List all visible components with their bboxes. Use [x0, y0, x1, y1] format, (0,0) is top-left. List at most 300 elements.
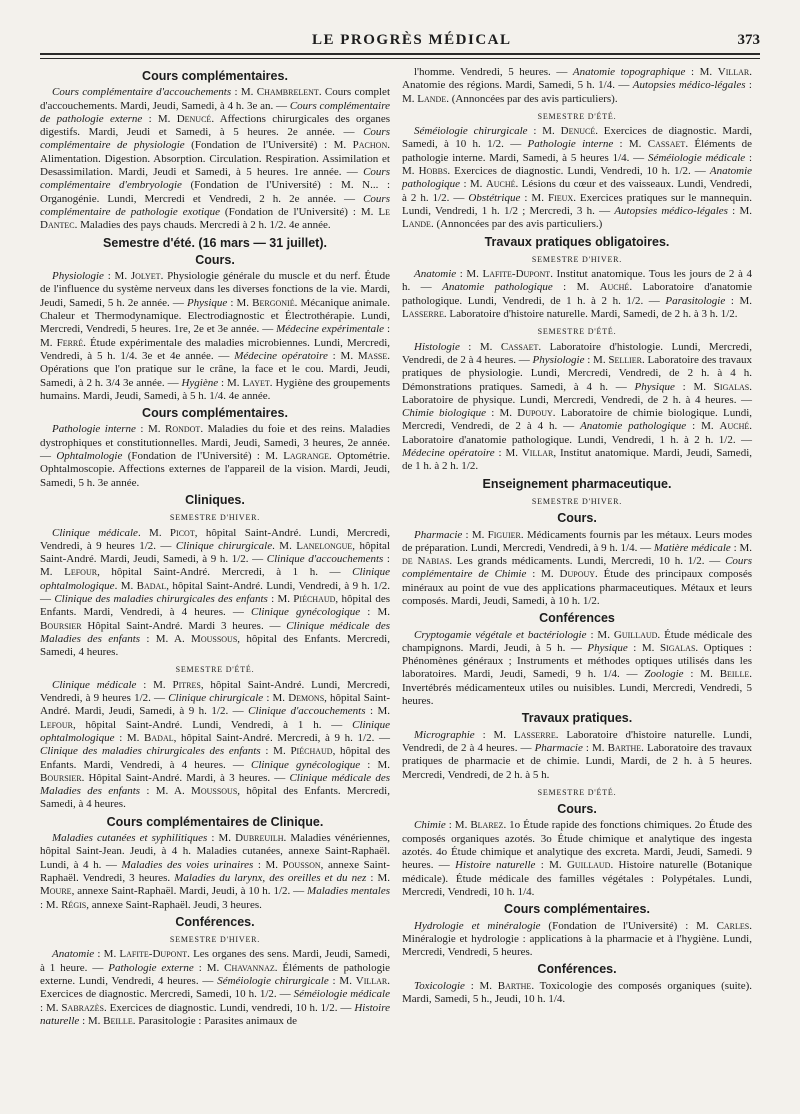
- course-paragraph: [40, 679, 390, 812]
- section-heading: Cliniques.: [185, 492, 245, 507]
- course-text: Hôpital Saint-André. Mardi 3 heures. —: [81, 619, 287, 632]
- professor-name: Figuier: [487, 528, 521, 541]
- course-text: : M. A.: [140, 785, 192, 798]
- course-text: (Fondation de l'Université) : M.: [219, 205, 379, 218]
- course-text: : M.: [674, 380, 714, 393]
- course-text: : M.: [683, 668, 720, 681]
- course-text: : M.: [686, 420, 720, 433]
- professor-name: Auché: [599, 281, 630, 294]
- course-text: : M.: [494, 447, 522, 460]
- course-title: Clinique gynécologique: [250, 606, 361, 619]
- professor-name: Boursier: [40, 771, 82, 784]
- course-text: : M.: [730, 541, 752, 554]
- course-text: . M.: [272, 539, 297, 552]
- course-text: , hôpital Saint-André. Lundi, Vendredi, à 1 h. —: [72, 718, 353, 731]
- course-title: Maladies des voies urinaires: [121, 858, 254, 871]
- professor-name: Régis: [61, 898, 87, 911]
- course-text: . Opérations que l'on pratique sur le crâne, la face et le cou. Mardi, Jeudi, Samedi, à 2 h. 3/4 3e année. —: [40, 349, 390, 389]
- course-text: : M.: [366, 871, 390, 884]
- course-title: Clinique ophtalmologique: [40, 566, 391, 592]
- course-text: : M.: [94, 948, 120, 961]
- course-title: Chimie biologique: [402, 407, 487, 420]
- professor-name: Chambrelent: [256, 86, 319, 99]
- course-text: : M.: [360, 606, 390, 619]
- course-title: Clinique gynécologique: [250, 758, 361, 771]
- professor-name: Lasserre: [402, 308, 444, 321]
- professor-name: Pachon: [352, 139, 388, 152]
- course-text: . Alimentation. Digestion. Absorption. Circulation. Respiration. Assimilation et Desassimilation. Mardi, Jeudi et Samedi, à 5 heures. 1re année. —: [40, 139, 390, 179]
- course-title: Pathologie interne: [52, 423, 136, 436]
- professor-name: Demons: [288, 692, 325, 705]
- course-text: : M.: [584, 353, 609, 366]
- course-text: . Optométrie. Ophtalmoscopie. Affections externes de l'appareil de la vision. Mardi, Jeudi, Samedi, 5 h. 3e année.: [40, 450, 390, 489]
- course-text: . Laboratoire des travaux pratiques de pharmacie et de chimie. Lundi, Mardi, de 2 h. à 5 heures. Mercredi, Vendredi, de 2 h. à 5 h.: [402, 741, 753, 781]
- course-text: (Fondation de l'Université) : M. N... : Organogénie. Lundi, Mercredi et Vendredi, 2 h. 2e année. —: [40, 179, 390, 205]
- course-title: Clinique médicale des Maladies des enfants: [40, 771, 390, 798]
- course-text: . Les grands médicaments. Lundi, Mercredi, 10 h. 1/2. —: [449, 555, 726, 568]
- course-text: , hôpital des Enfants. Mardi, Vendredi, à 4 heures. —: [40, 592, 390, 619]
- course-title: Anatomie: [52, 948, 95, 961]
- professor-name: Piéchaud: [293, 592, 336, 605]
- course-paragraph: [402, 341, 752, 474]
- course-title: Anatomie pathologique: [402, 165, 753, 191]
- professor-name: Sigalas: [713, 380, 750, 393]
- course-paragraph: [402, 729, 752, 782]
- course-title: Cryptogamie végétale et bactériologie: [414, 628, 587, 641]
- course-text: , hôpital Saint-André. Mercredi, à 9 h. 1/2. —: [173, 731, 390, 744]
- running-title: LE PROGRÈS MÉDICAL: [312, 32, 512, 48]
- course-title: Physique: [587, 641, 628, 654]
- course-text: : M.: [40, 1001, 62, 1014]
- professor-name: Guillaud: [613, 628, 658, 641]
- course-title: Anatomie pathologique: [442, 281, 553, 294]
- course-title: Pathologie externe: [108, 961, 194, 974]
- header-rule-thin: [40, 58, 760, 59]
- course-text: : M.: [103, 270, 131, 283]
- professor-name: Beille: [719, 668, 750, 681]
- course-text: . Étude médicale des champignons. Mardi, Jeudi, à 5 h. —: [402, 628, 752, 654]
- professor-name: Cassaet: [647, 138, 686, 151]
- course-text: : M.: [327, 349, 358, 362]
- professor-name: Dupouy: [559, 568, 596, 581]
- course-title: Clinique d'accouchements: [248, 705, 366, 718]
- course-paragraph: [402, 980, 752, 1007]
- course-text: (Fondation de l'Université) : M.: [540, 919, 717, 932]
- course-text: . Exercices pratiques sur le mannequin. Lundi, Vendredi, 1 h. 1/2 ; Mercredi, 3 h. —: [402, 191, 752, 217]
- professor-name: Fieux: [547, 191, 574, 204]
- course-text: , hôpital des Enfants. Mercredi, Samedi, 4 heures.: [40, 632, 390, 659]
- course-paragraph: [402, 268, 752, 321]
- course-text: . M.: [137, 526, 170, 539]
- course-text: : M.: [727, 204, 752, 217]
- course-text: : M.: [253, 858, 283, 871]
- course-text: : M.: [40, 898, 62, 911]
- course-text: . Laboratoire d'histoire naturelle. Lundi, Vendredi, de 2 à 4 heures. —: [402, 728, 752, 754]
- course-text: : M.: [535, 859, 567, 872]
- course-title: Autopsies médico-légales: [614, 204, 728, 217]
- semester-subheading: SEMESTRE D'HIVER.: [169, 513, 261, 523]
- professor-name: Moure: [40, 885, 72, 898]
- course-paragraph: [40, 86, 390, 232]
- course-text: : M.: [460, 178, 486, 191]
- professor-name: de Nabias: [402, 555, 450, 568]
- professor-name: Boursier: [40, 619, 82, 632]
- course-text: . Maladies du foie et des reins. Maladies dystrophiques et constitutionnelles. Mardi, Jeudi, Samedi, 3 heures, 2e année. —: [40, 423, 390, 463]
- course-text: : M.: [260, 745, 291, 758]
- course-text: . (Annoncées par des avis particuliers.): [430, 218, 603, 231]
- course-text: . Cours complet d'accouchements. Mardi, Jeudi, Samedi, à 4 h. 3e an. —: [40, 86, 390, 112]
- course-title: Histoire naturelle: [455, 859, 536, 872]
- course-text: l'homme. Vendredi, 5 heures. —: [414, 66, 573, 78]
- professor-name: Carles: [716, 919, 750, 932]
- course-text: , hôpital Saint-André. Lundi, Mercredi, Vendredi, à 9 heures 1/2. —: [40, 678, 391, 705]
- professor-name: Guillaud: [566, 859, 611, 872]
- course-title: Chimie: [414, 819, 446, 832]
- course-text: : M.: [552, 281, 600, 294]
- course-text: : M.: [474, 728, 514, 741]
- section-heading: Semestre d'été. (16 mars — 31 juillet).: [103, 235, 327, 250]
- professor-name: Lagrange: [283, 450, 330, 463]
- course-text: . Exercices de diagnostic. Lundi, vendredi, 10 h. 1/2. —: [104, 1001, 355, 1014]
- course-text: . Exercices de diagnostic. Lundi, Vendredi, 10 h. 1/2. —: [447, 165, 710, 178]
- semester-subheading: SEMESTRE D'HIVER.: [531, 496, 623, 506]
- course-paragraph: [40, 270, 390, 403]
- course-title: Cours complémentaire d'embryologie: [40, 166, 390, 192]
- page-number: 373: [737, 32, 760, 48]
- semester-subheading: SEMESTRE D'HIVER.: [169, 935, 261, 945]
- section-heading: Travaux pratiques obligatoires.: [484, 234, 670, 249]
- professor-name: Villar: [521, 447, 554, 460]
- course-text: . Laboratoire de physique. Lundi, Mercredi, Vendredi, de 2 h. à 4 heures. —: [402, 380, 752, 406]
- course-text: . Éléments de pathologie externe. Lundi, Vendredi, 4 heures. —: [40, 961, 391, 987]
- course-text: : M.: [135, 423, 165, 436]
- course-title: Clinique médicale: [52, 526, 138, 539]
- course-text: . Laboratoire d'anatomie pathologique. Lundi, Vendredi, 1 h. à 2 h. 1/2. —: [402, 420, 752, 446]
- course-title: Zoologie: [644, 668, 684, 681]
- section-heading: Conférences.: [537, 962, 617, 977]
- course-text: : M.: [402, 79, 752, 105]
- course-text: : M.: [328, 975, 356, 987]
- professor-name: Picot: [169, 526, 195, 539]
- course-text: , hôpital des Enfants. Mercredi, Samedi, à 4 heures.: [40, 785, 390, 811]
- course-text: , hôpital Saint-André. Lundi, Mercredi, Vendredi, à 9 heures 1/2. —: [40, 526, 391, 552]
- professor-name: Denucé: [560, 125, 596, 138]
- course-title: Hydrologie et minéralogie: [414, 919, 541, 932]
- page-header: [0, 0, 800, 60]
- professor-name: Cassaet: [500, 340, 539, 353]
- professor-name: Barthe: [497, 979, 532, 992]
- professor-name: Lefour: [64, 566, 98, 579]
- course-text: . (Annoncées par des avis particuliers).: [446, 92, 618, 105]
- course-text: : M.: [613, 138, 648, 151]
- course-paragraph: [40, 527, 390, 660]
- course-title: Séméiologie chirurgicale: [414, 125, 528, 138]
- course-text: : M.: [40, 323, 390, 349]
- course-text: . Hôpital Saint-André. Mardi, à 3 heures. —: [81, 771, 290, 784]
- professor-name: Auché: [485, 178, 516, 191]
- course-text: . Laboratoire d'histologie. Lundi, Mercredi, Vendredi, de 2 à 4 heures. —: [402, 340, 752, 366]
- course-text: . Parasitologie : Parasites animaux de: [132, 1014, 298, 1027]
- course-text: . M.: [114, 579, 137, 592]
- professor-name: Beille: [103, 1014, 133, 1027]
- section-heading: Cours.: [557, 511, 597, 526]
- professor-name: Hobbs: [418, 165, 448, 178]
- course-title: Médecine opératoire: [234, 349, 328, 362]
- course-text: . Toxicologie des composés organiques (suite). Mardi, Samedi, 5 h., Jeudi, 10 h. 1/4.: [402, 979, 752, 1005]
- professor-name: Jolyet: [130, 270, 161, 283]
- course-title: Matière médicale: [653, 541, 731, 554]
- course-text: : M.: [263, 692, 289, 705]
- professor-name: Pitres: [172, 678, 201, 691]
- professor-name: Lanelongue: [296, 539, 353, 552]
- section-heading: Cours complémentaires.: [504, 902, 650, 917]
- course-title: Clinique des maladies chirurgicales des enfants: [40, 745, 261, 758]
- course-title: Cours complémentaire de Chimie: [402, 555, 752, 581]
- course-text: : M.: [527, 125, 561, 138]
- course-title: Pharmacie: [414, 528, 463, 541]
- course-title: Toxicologie: [414, 979, 465, 992]
- professor-name: Lefour: [40, 718, 73, 731]
- course-title: Pharmacie: [534, 741, 583, 754]
- course-title: Cours complémentaire de physiologie: [40, 126, 390, 152]
- course-text: : M.: [218, 376, 243, 389]
- course-title: Clinique chirurgicale: [175, 539, 273, 552]
- professor-name: Sigalas: [659, 641, 696, 654]
- section-heading: Cours complémentaires de Clinique.: [106, 814, 324, 829]
- professor-name: Moussous: [191, 632, 238, 645]
- course-text: : M.: [445, 819, 471, 832]
- course-text: : M.: [627, 641, 660, 654]
- course-text: . Laboratoire d'histoire naturelle. Mardi, Samedi, de 2 h. à 3 h. 1/2.: [443, 308, 738, 321]
- section-heading: Cours.: [557, 802, 597, 817]
- course-title: Séméiologie médicale: [293, 988, 390, 1001]
- professor-name: Le Dantec: [40, 205, 390, 232]
- professor-name: Pousson: [282, 858, 321, 871]
- course-title: Clinique chirurgicale: [168, 692, 264, 705]
- course-title: Maladies mentales: [307, 885, 390, 898]
- section-heading: Cours complémentaires.: [142, 69, 288, 83]
- course-title: Clinique médicale des Maladies des enfants: [40, 619, 390, 645]
- course-text: . Minéralogie et hydrologie : applications à la pharmacie et à l'hygiène. Lundi, Mercredi, Vendredi, 5 heures.: [402, 919, 752, 959]
- course-text: . Éléments de pathologie interne. Mardi, Samedi, à 5 heures 1/4. —: [402, 138, 752, 164]
- course-text: , hôpital des Enfants. Mardi, Vendredi, à 4 heures. —: [40, 745, 390, 771]
- professor-name: Rondot: [164, 423, 201, 436]
- professor-name: Sellier: [608, 353, 643, 366]
- professor-name: Dubreuilh: [235, 832, 284, 845]
- course-title: Ophtalmologie: [56, 450, 123, 463]
- course-text: : M.: [207, 832, 236, 845]
- course-paragraph: [40, 423, 390, 489]
- course-paragraph: [402, 125, 752, 231]
- course-text: . Mécanique animale. Chaleur et Thermodynamique. Electrodiagnostic et Électrothérapie. Lundi, Mercredi, Vendredi, 5 heures. 1re, 2e et 3e année. —: [40, 296, 390, 336]
- course-title: Séméiologie médicale: [647, 151, 746, 164]
- course-text: : M.: [402, 151, 752, 178]
- professor-name: Chavannaz: [224, 961, 275, 974]
- course-text: , annexe Saint-Raphaël. Mardi, Jeudi, à 10 h. 1/2. —: [71, 885, 308, 898]
- course-title: Autopsies médico-légales: [632, 79, 746, 92]
- course-text: . Exercices de diagnostic. Mercredi, Samedi, 10 h. 1/2. —: [40, 975, 391, 1001]
- course-title: Histologie: [414, 340, 460, 353]
- professor-name: Lafite-Dupont: [119, 948, 188, 961]
- course-title: Physique: [186, 296, 228, 309]
- course-text: : M.: [231, 86, 257, 99]
- course-paragraph: [40, 832, 390, 912]
- course-title: Séméiologie chirurgicale: [217, 975, 329, 987]
- course-text: . Anatomie des régions. Mardi, Samedi, 5 h. 1/4. —: [402, 66, 752, 92]
- professor-name: Moussous: [191, 785, 238, 798]
- header-rule: [40, 53, 760, 55]
- course-text: , hôpital Saint-André. Mercredi, à 1 h. —: [97, 566, 353, 579]
- course-text: . Laboratoire de chimie biologique. Lundi, Mercredi, Vendredi, de 2 à 4 h. —: [402, 407, 753, 433]
- course-text: , annexe Saint-Raphaël. Vendredi, 3 heures.: [40, 858, 390, 884]
- course-text: . Exercices de diagnostic. Mardi, Samedi, à 10 h. 1/2. —: [402, 125, 753, 151]
- section-heading: Enseignement pharmaceutique.: [482, 476, 672, 491]
- professor-name: Lande: [417, 92, 447, 105]
- course-title: Cours complémentaire d'accouchements: [52, 86, 232, 99]
- course-text: . Hygiène des groupements humains. Mardi, Jeudi, Samedi, à 5 h. 1/4. 4e année.: [40, 376, 391, 402]
- course-title: Micrographie: [414, 728, 475, 741]
- professor-name: Barthe: [607, 741, 642, 754]
- course-title: Physiologie: [532, 353, 585, 366]
- course-text: : M.: [462, 528, 488, 541]
- course-title: Clinique des maladies chirurgicales des enfants: [54, 592, 268, 605]
- professor-name: Lasserre: [513, 728, 556, 741]
- course-text: , hôpital Saint-André. Mardi, Jeudi, Samedi, à 9 h. 1/2. —: [40, 539, 390, 566]
- professor-name: Masse: [357, 349, 388, 362]
- course-title: Physique: [634, 380, 675, 393]
- professor-name: Bergonié: [252, 296, 295, 309]
- course-text: . Médicaments fournis par les métaux. Leurs modes de préparation. Lundi, Mercredi, Vendredi, à 9 h. 1/4. —: [402, 528, 752, 554]
- section-heading: Cours complémentaires.: [142, 406, 288, 421]
- course-text: : M.: [464, 979, 498, 992]
- professor-name: Villar: [717, 66, 750, 78]
- professor-name: Villar: [355, 975, 388, 987]
- course-title: Médecine expérimentale: [276, 323, 385, 336]
- semester-subheading: SEMESTRE D'ÉTÉ.: [537, 327, 617, 337]
- section-heading: Conférences: [539, 611, 615, 626]
- professor-name: Piéchaud: [290, 745, 333, 758]
- course-title: Anatomie: [414, 268, 457, 281]
- semester-subheading: SEMESTRE D'ÉTÉ.: [175, 665, 255, 675]
- professor-name: Sabrazès: [61, 1001, 104, 1014]
- course-title: Maladies cutanées et syphilitiques: [52, 832, 208, 845]
- course-text: . 1o Étude rapide des fonctions chimiques. 2o Étude des composés organiques azotés. 3o Étude chimique et analytique des ingesta azotés. 4o Étude chimique et analytique des excreta. Mardi, Jeudi, Samedi. 9 heures. —: [402, 819, 753, 872]
- semester-subheading: SEMESTRE D'ÉTÉ.: [537, 111, 617, 121]
- course-paragraph: [402, 819, 752, 899]
- course-text: , hôpital Saint-André. Mardi, Jeudi, Samedi, à 9 h. 1/2. —: [40, 692, 391, 718]
- course-text: : M.: [685, 66, 718, 78]
- course-text: . Étude expérimentale des maladies microbiennes. Lundi, Mercredi, Vendredi, à 5 h. 1/4. 3e et 4e année. —: [40, 336, 391, 362]
- professor-name: Ferré: [56, 336, 84, 349]
- course-text: : M.: [227, 296, 253, 309]
- professor-name: Dupouy: [517, 407, 553, 420]
- course-text: : M.: [486, 407, 518, 420]
- course-text: : M.: [365, 705, 390, 718]
- course-text: : M.: [193, 961, 225, 974]
- course-text: . Maladies des pays chauds. Mercredi à 2 h. 1/2. 4e année.: [74, 219, 331, 232]
- course-text: , Institut anatomique. Mardi, Jeudi, Samedi, de 1 h. à 2 h. 1/2.: [402, 447, 752, 473]
- course-text: : M.: [360, 758, 390, 771]
- course-title: Clinique médicale: [52, 678, 137, 691]
- course-text: : M.: [459, 340, 501, 353]
- course-paragraph: [40, 948, 390, 1028]
- course-text: : M.: [136, 678, 173, 691]
- semester-subheading: SEMESTRE D'ÉTÉ.: [537, 787, 617, 797]
- professor-name: Denucé: [176, 112, 212, 125]
- course-text: . Optiques : Phénomènes généraux ; Instruments et méthodes optiques utilisés dans les laboratoires. Mardi, Jeudi, Samedi, 9 h. 1/4. —: [402, 641, 752, 681]
- course-text: . Histoire naturelle (Botanique médicale). Étude médicale des familles végétales : Polypétales. Lundi, Mercredi, Vendredi, 10 h. 1/4.: [402, 859, 752, 898]
- course-title: Clinique ophtalmologique: [40, 718, 390, 744]
- course-title: Pathologie interne: [527, 138, 614, 151]
- professor-name: Badal: [136, 579, 167, 592]
- course-text: : M.: [114, 731, 145, 744]
- course-text: , annexe Saint-Raphaël. Jeudi, 3 heures.: [86, 898, 262, 911]
- course-text: (Fondation de l'Université) : M.: [184, 139, 353, 152]
- semester-subheading: SEMESTRE D'HIVER.: [531, 254, 623, 264]
- course-title: Hygiène: [181, 376, 219, 389]
- course-text: : M.: [40, 553, 390, 579]
- course-title: Cours complémentaire de pathologie externe: [40, 99, 390, 125]
- professor-name: Lande: [402, 218, 431, 231]
- course-text: . Maladies vénériennes, hôpital Saint-Jean. Jeudi, à 4 h. Maladies cutanées, annexe Saint-Raphaël. Lundi, à 4 h. —: [40, 832, 391, 871]
- course-paragraph: [402, 529, 752, 609]
- course-title: Anatomie pathologique: [580, 420, 687, 433]
- course-text: : M.: [79, 1014, 104, 1027]
- course-title: Anatomie topographique: [572, 66, 686, 78]
- course-text: . Affections chirurgicales des organes digestifs. Mardi, Jeudi et Samedi, à 5 heures. 2e année. —: [40, 112, 390, 139]
- right-column: [402, 66, 752, 1009]
- section-heading: Conférences.: [175, 914, 255, 929]
- course-title: Obstétrique: [468, 191, 521, 204]
- course-paragraph: [402, 66, 752, 106]
- course-title: Médecine opératoire: [402, 447, 495, 460]
- left-column: [40, 66, 390, 1031]
- course-text: . Laboratoire d'anatomie pathologique. Lundi, Vendredi, de 1 h. à 2 h. 1/2. —: [402, 281, 753, 307]
- course-title: Histoire naturelle: [40, 1001, 390, 1027]
- course-title: Parasitologie: [665, 294, 726, 307]
- course-text: : M.: [267, 592, 294, 605]
- course-text: . Les organes des sens. Mardi, Jeudi, Samedi, à 1 heure. —: [40, 948, 390, 974]
- course-title: Maladies du larynx, des oreilles et du nez: [174, 871, 367, 884]
- course-text: : M.: [526, 568, 560, 581]
- course-text: (Fondation de l'Université) : M.: [122, 450, 284, 463]
- course-title: Physiologie: [52, 270, 104, 283]
- course-text: : M.: [520, 191, 548, 204]
- section-heading: Cours.: [195, 252, 235, 267]
- course-text: . Institut anatomique. Tous les jours de 2 à 4 h. —: [402, 268, 752, 294]
- course-paragraph: [402, 629, 752, 709]
- course-text: . Laboratoire des travaux pratiques de physiologie. Lundi, Mercredi, Vendredi, de 2 h. à 4 h. Démonstrations pratiques. Samedi, à 4 h. —: [402, 353, 753, 393]
- course-text: : M.: [586, 628, 614, 641]
- course-text: . Lésions du cœur et des vaisseaux. Lundi, Vendredi, à 2 h. 1/2. —: [402, 178, 752, 204]
- course-text: , hôpital Saint-André. Lundi, Vendredi, à 9 h. 1/2. —: [40, 579, 390, 605]
- course-paragraph: [402, 920, 752, 960]
- course-text: : M.: [456, 268, 483, 281]
- course-text: : M.: [582, 741, 608, 754]
- professor-name: Layet: [242, 376, 270, 389]
- course-text: . Étude des principaux composés minéraux au point de vue des applications pharmaceutiques. Métaux et leurs composés. Mardi, Jeudi, Samedi, à 10 h. 1/2.: [402, 568, 752, 607]
- course-text: . Physiologie générale du muscle et du nerf. Étude de l'influence du système nerveux dans les diverses fonctions de la vie. Mardi, Jeudi, Samedi, 5 h. 2e année. —: [40, 270, 390, 309]
- course-title: Clinique d'accouchements: [266, 553, 384, 566]
- professor-name: Badal: [144, 731, 174, 744]
- course-text: : M.: [725, 294, 752, 307]
- course-text: : M.: [142, 112, 177, 125]
- professor-name: Lafite-Dupont: [482, 268, 551, 281]
- course-text: : M. A.: [140, 632, 192, 645]
- section-heading: Travaux pratiques.: [521, 711, 633, 726]
- course-title: Cours complémentaire de pathologie exotique: [40, 192, 390, 218]
- professor-name: Auché: [719, 420, 750, 433]
